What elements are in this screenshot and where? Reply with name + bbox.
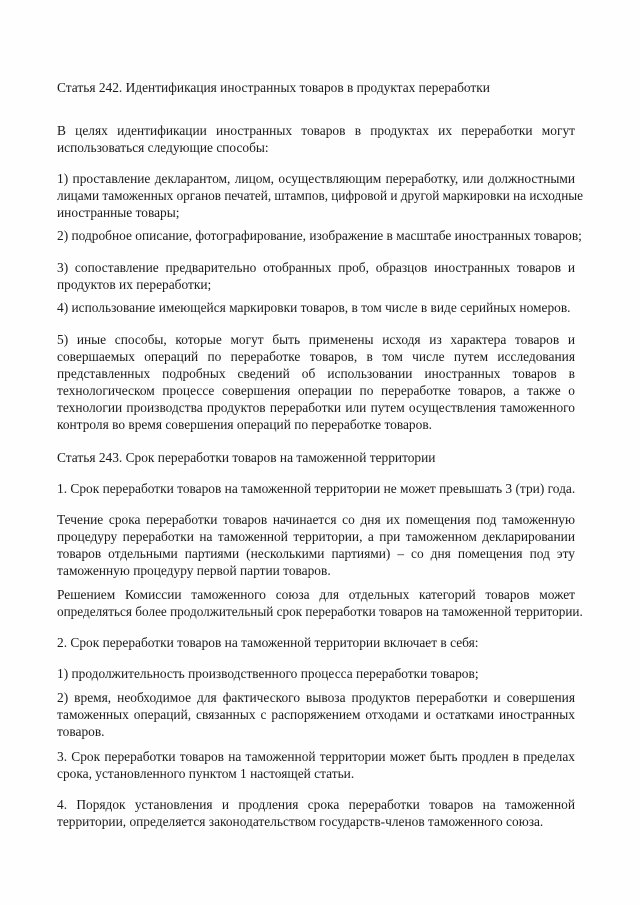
text-line: Решением Комиссии таможенного союза для отдельных категорий товаров может: [57, 587, 575, 602]
text-line: Течение срока переработки товаров начинается со дня их помещения под таможенную: [57, 512, 575, 527]
text-line: В целях идентификации иностранных товаров в продуктах их переработки могут: [57, 123, 575, 138]
text-line: товаров отдельными партиями (несколькими партиями) – со дня помещения под эту: [57, 546, 575, 561]
text-line: представленных подробных сведений об использовании иностранных товаров в: [57, 366, 575, 381]
text-line: использоваться следующие способы:: [57, 140, 269, 155]
text-line: 2. Срок переработки товаров на таможенной территории включает в себя:: [57, 635, 479, 650]
text-line: технологии производства продуктов переработки или путем осуществления таможенного: [57, 400, 575, 415]
text-line: территории, определяется законодательством государств-членов таможенного союза.: [57, 814, 544, 829]
article-243-title: Статья 243. Срок переработки товаров на таможенной территории: [57, 450, 436, 465]
text-line: продуктов их переработки;: [57, 277, 212, 292]
text-line: лицами таможенных органов печатей, штампов, цифровой и другой маркировки на исходные: [57, 188, 584, 203]
text-line: совершаемых операций по переработке товаров, в том числе путем исследования: [57, 349, 575, 364]
text-line: 4. Порядок установления и продления срока переработки товаров на таможенной: [57, 797, 575, 812]
text-line: контроля во время совершения операций по переработке товаров.: [57, 417, 432, 432]
text-line: 3) сопоставление предварительно отобранных проб, образцов иностранных товаров и: [57, 260, 575, 275]
text-line: товаров.: [57, 724, 105, 739]
article-242-title: Статья 242. Идентификация иностранных товаров в продуктах переработки: [57, 80, 490, 95]
text-line: определяться более продолжительный срок переработки товаров на таможенной территории.: [57, 604, 583, 619]
text-line: 5) иные способы, которые могут быть применены исходя из характера товаров и: [57, 332, 575, 347]
text-line: 3. Срок переработки товаров на таможенной территории может быть продлен в пределах: [57, 749, 575, 764]
text-line: таможенных операций, связанных с распоряжением отходами и остатками иностранных: [57, 707, 575, 722]
text-line: технологическом процессе совершения операции по переработке товаров, а также о: [57, 383, 575, 398]
text-line: иностранные товары;: [57, 205, 180, 220]
text-line: процедуру переработки на таможенной территории, а при таможенном декларировании: [57, 529, 575, 544]
text-line: 1) продолжительность производственного процесса переработки товаров;: [57, 666, 479, 681]
text-line: 2) время, необходимое для фактического вывоза продуктов переработки и совершения: [57, 690, 575, 705]
text-line: таможенную процедуру первой партии товаров.: [57, 563, 331, 578]
text-line: срока, установленного пунктом 1 настоящей статьи.: [57, 766, 355, 781]
text-line: 2) подробное описание, фотографирование, изображение в масштабе иностранных товаров;: [57, 228, 582, 243]
text-line: 1. Срок переработки товаров на таможенной территории не может превышать 3 (три) года.: [57, 481, 576, 496]
text-line: 1) проставление декларантом, лицом, осуществляющим переработку, или должностными: [57, 171, 575, 186]
text-line: 4) использование имеющейся маркировки товаров, в том числе в виде серийных номеров.: [57, 300, 571, 315]
